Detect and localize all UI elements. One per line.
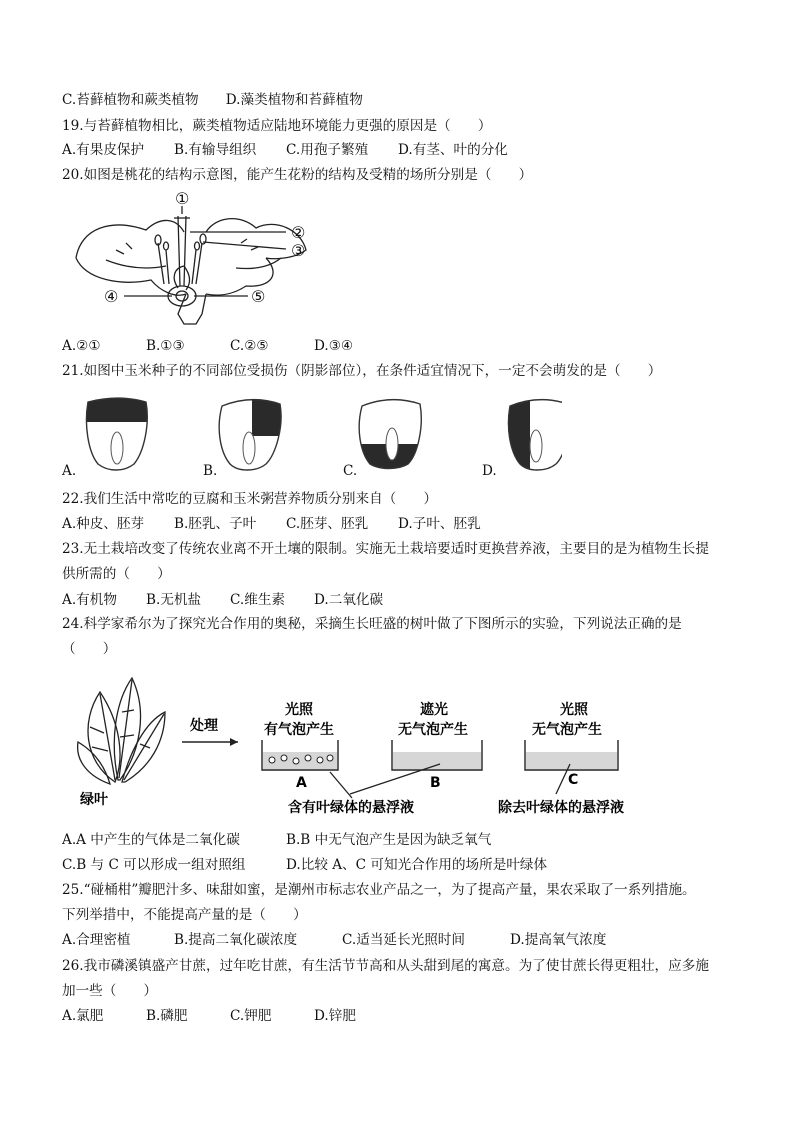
question-24-line2: （ ） xyxy=(62,641,117,657)
option-d: D.锌肥 xyxy=(314,1008,356,1024)
label-3: ③ xyxy=(291,241,306,260)
option-c: C.用孢子繁殖 xyxy=(286,142,369,158)
option-d: D.比较 A、C 可知光合作用的场所是叶绿体 xyxy=(286,857,548,873)
leaf-bundle xyxy=(78,678,165,784)
c-result: 无气泡产生 xyxy=(532,722,602,738)
question-26-line1: 26.我市磷溪镇盛产甘蔗，过年吃甘蔗，有生活节节高和从头甜到尾的寓意。为了使甘蔗长得更粗壮，应多施 xyxy=(62,958,709,974)
question-22: 22.我们生活中常吃的豆腐和玉米粥营养物质分别来自（ ） xyxy=(62,491,438,507)
label-5: ⑤ xyxy=(251,287,266,306)
question-25-line2: 下列举措中，不能提高产量的是（ ） xyxy=(62,907,307,923)
seed-label-d: D. xyxy=(482,463,497,479)
option-d: D.③④ xyxy=(314,338,354,354)
option-a: A.有机物 xyxy=(62,592,117,608)
q23-options xyxy=(62,591,383,609)
without-chloroplast-label: 除去叶绿体的悬浮液 xyxy=(498,800,624,816)
seed-b xyxy=(219,394,292,470)
option-c: C.②⑤ xyxy=(230,338,269,354)
question-19: 19.与苔藓植物相比，蕨类植物适应陆地环境能力更强的原因是（ ） xyxy=(62,118,492,134)
pointer-a-b xyxy=(330,764,440,798)
seed-d xyxy=(502,394,562,480)
b-result: 无气泡产生 xyxy=(398,722,468,738)
leaf-label: 绿叶 xyxy=(80,792,108,808)
option-a: A.有果皮保护 xyxy=(62,142,145,158)
option-a: A.氯肥 xyxy=(62,1008,104,1024)
hill-experiment-diagram xyxy=(70,672,650,822)
option-b: B.①③ xyxy=(146,338,185,354)
option-c: C.维生素 xyxy=(230,592,286,608)
label-2: ② xyxy=(291,223,306,242)
with-chloroplast-label: 含有叶绿体的悬浮液 xyxy=(288,800,414,816)
question-23-line2: 供所需的（ ） xyxy=(62,566,171,582)
question-24-line1: 24.科学家希尔为了探究光合作用的奥秘，采摘生长旺盛的树叶做了下图所示的实验，下列说法正确的是 xyxy=(62,616,682,632)
q19-options xyxy=(62,141,508,159)
option-b: B.有输导组织 xyxy=(174,142,257,158)
option-c: C.钾肥 xyxy=(230,1008,272,1024)
seed-label-a: A. xyxy=(62,463,77,479)
q24-options-ab xyxy=(62,831,491,849)
option-b: B.B 中无气泡产生是因为缺乏氧气 xyxy=(286,832,492,848)
c-label: C xyxy=(568,772,579,788)
option-b: B.磷肥 xyxy=(146,1008,188,1024)
q26-options xyxy=(62,1007,356,1025)
question-21: 21.如图中玉米种子的不同部位受损伤（阴影部位），在条件适宜情况下，一定不会萌发的是（ ） xyxy=(62,363,662,379)
q20-options xyxy=(62,337,353,355)
question-23-line1: 23.无土栽培改变了传统农业离不开土壤的限制。实施无土栽培要适时更换营养液，主要目的是为植物生长提 xyxy=(62,541,709,557)
seed-label-c: C. xyxy=(343,463,358,479)
option-c: C.适当延长光照时间 xyxy=(342,932,465,948)
q25-options xyxy=(62,931,606,949)
seed-a xyxy=(82,394,152,470)
beaker-c-liquid xyxy=(526,752,617,769)
question-26-line2: 加一些（ ） xyxy=(62,983,158,999)
option-a: A.种皮、胚芽 xyxy=(62,516,145,532)
peach-flower-diagram xyxy=(66,188,326,328)
seed-c xyxy=(352,400,432,480)
seed-label-b: B. xyxy=(203,463,218,479)
beaker-b-liquid xyxy=(393,752,481,769)
option-b: B.无机盐 xyxy=(146,592,202,608)
option-d: D.提高氧气浓度 xyxy=(510,932,607,948)
q18-options-cd: C.苔藓植物和蕨类植物 D.藻类植物和苔藓植物 xyxy=(62,92,363,108)
label-1: ① xyxy=(175,189,190,208)
option-b: B.胚乳、子叶 xyxy=(174,516,257,532)
option-a: A.合理密植 xyxy=(62,932,131,948)
question-25-line1: 25.“碰桶柑”瓣肥汁多、味甜如蜜，是潮州市标志农业产品之一，为了提高产量，果农采取了一系列措施。 xyxy=(62,882,696,898)
question-20: 20.如图是桃花的结构示意图，能产生花粉的结构及受精的场所分别是（ ） xyxy=(62,167,533,183)
option-a: A.②① xyxy=(62,338,101,354)
option-a: A.A 中产生的气体是二氧化碳 xyxy=(62,832,240,848)
option-d: D.有茎、叶的分化 xyxy=(398,142,508,158)
b-condition: 遮光 xyxy=(420,702,448,718)
option-c: C.胚芽、胚乳 xyxy=(286,516,369,532)
q22-options xyxy=(62,515,481,533)
a-result: 有气泡产生 xyxy=(264,722,334,738)
c-condition: 光照 xyxy=(560,702,588,718)
label-4: ④ xyxy=(104,287,119,306)
q24-options-cd xyxy=(62,856,547,874)
option-d: D.二氧化碳 xyxy=(314,592,384,608)
a-condition: 光照 xyxy=(285,702,313,718)
arrow-head xyxy=(230,738,238,746)
a-label: A xyxy=(296,775,307,791)
b-label: B xyxy=(430,775,441,791)
option-b: B.提高二氧化碳浓度 xyxy=(174,932,298,948)
option-c: C.B 与 C 可以形成一组对照组 xyxy=(62,857,246,873)
option-d: D.子叶、胚乳 xyxy=(398,516,481,532)
process-label: 处理 xyxy=(190,718,218,734)
